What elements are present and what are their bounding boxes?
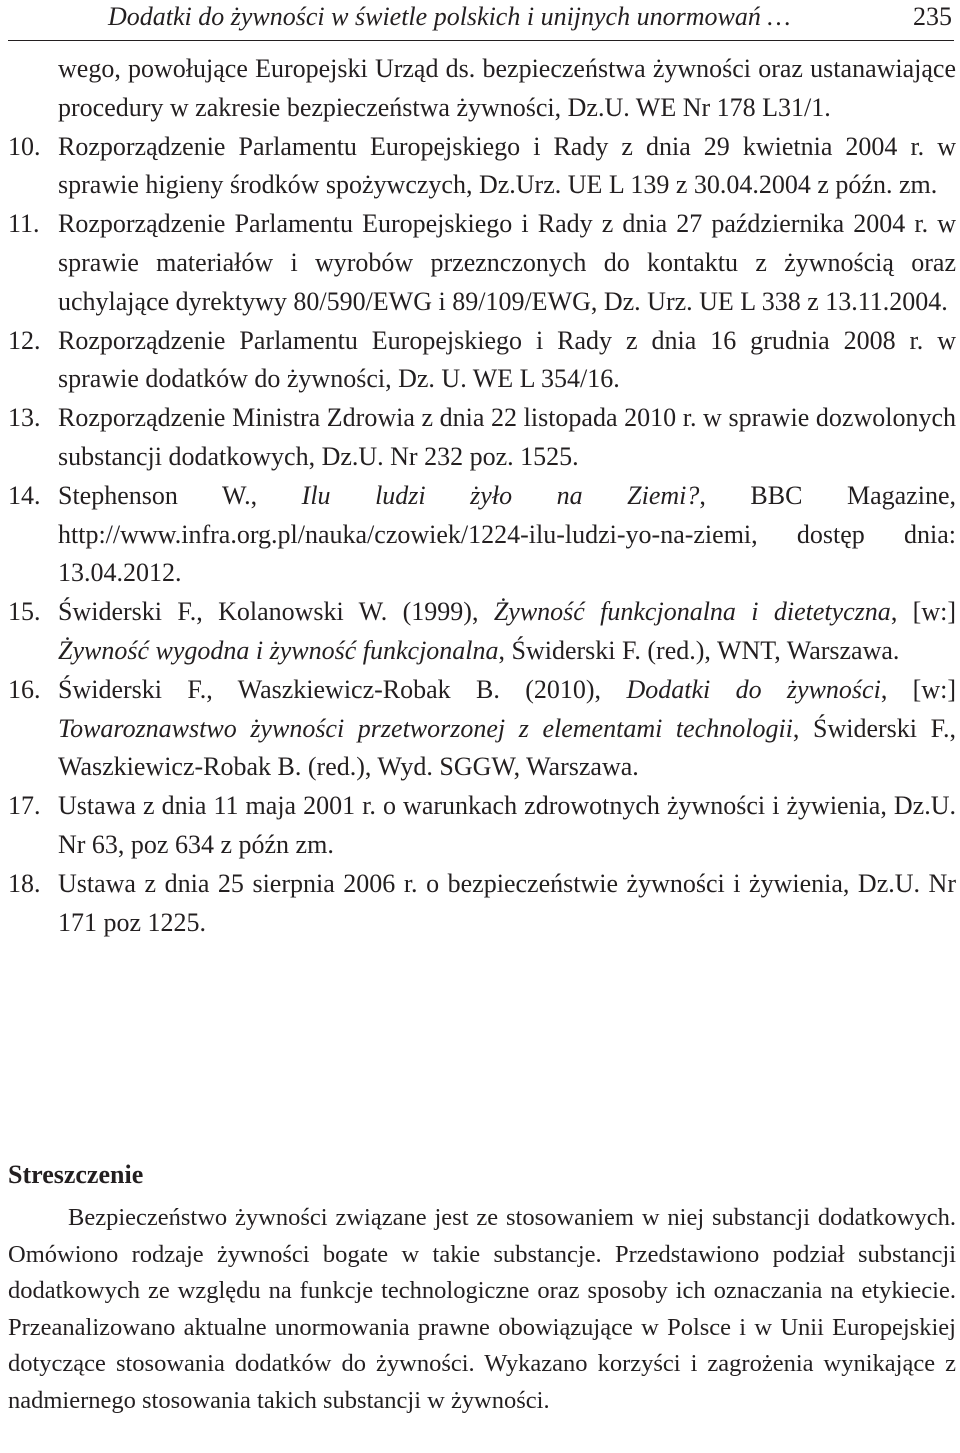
reference-item [8,128,956,206]
reference-connector: , [w:] [890,597,956,627]
reference-text: Rozporządzenie Parlamentu Europejskiego i Rady z dnia 27 października 2004 r. w sprawie materiałów i wyrobów przeznczonych do kontaktu z żywnością oraz uchylające dyrektywy 80/590/EWG i 89/109/EWG, Dz. Urz. UE L 338 z 13.11.2004. [58,209,956,316]
reference-author: Świderski F., Waszkiewicz-Robak B. (2010), [58,674,627,704]
reference-text: Ustawa z dnia 25 sierpnia 2006 r. o bezpieczeństwie żywności i żywienia, Dz.U. Nr 171 poz 1225. [58,868,956,937]
reference-title: Ilu ludzi żyło na Ziemi? [301,480,700,510]
reference-source: , Świderski F. (red.), WNT, Warszawa. [498,635,900,665]
reference-number: 10. [8,131,41,161]
reference-list [8,50,956,942]
reference-item [8,865,956,943]
reference-item [8,593,956,671]
reference-text: Rozporządzenie Ministra Zdrowia z dnia 22 listopada 2010 r. w sprawie dozwolonych substancji dodatkowych, Dz.U. Nr 232 poz. 1525. [58,403,956,471]
reference-connector: , [w:] [880,674,956,704]
reference-title: Dodatki do żywności [626,674,881,704]
reference-author: Świderski F., Kolanowski W. (1999), [58,597,494,627]
reference-number: 16. [8,674,41,704]
reference-book-title: Towaroznawstwo żywności przetworzonej z elementami technologii [58,713,793,743]
running-header [8,0,954,41]
reference-text: Rozporządzenie Parlamentu Europejskiego i Rady z dnia 16 grudnia 2008 r. w sprawie dodatków do żywności, Dz. U. WE L 354/16. [58,325,956,394]
reference-number: 12. [8,325,41,355]
reference-number: 13. [8,403,41,433]
reference-item [8,399,956,477]
running-title: Dodatki do żywności w świetle polskich i unijnych unormowań … [108,2,791,31]
reference-number: 17. [8,791,41,821]
reference-item [8,205,956,321]
reference-item [8,322,956,400]
reference-title: Żywność funkcjonalna i dietetyczna [493,597,891,627]
reference-item [8,50,956,128]
reference-number: 11. [8,209,40,239]
reference-text: Ustawa z dnia 11 maja 2001 r. o warunkach zdrowotnych żywności i żywienia, Dz.U. Nr 63, poz 634 z późn zm. [58,791,956,859]
reference-number: 15. [8,597,41,627]
reference-number: 18. [8,868,41,898]
reference-text: wego, powołujące Europejski Urząd ds. bezpieczeństwa żywności oraz ustanawiające procedury w zakresie bezpieczeństwa żywności, Dz.U. WE Nr 178 L31/1. [58,54,956,122]
page-number: 235 [913,2,952,31]
reference-text: Rozporządzenie Parlamentu Europejskiego i Rady z dnia 29 kwietnia 2004 r. w sprawie higieny środków spożywczych, Dz.Urz. UE L 139 z 30.04.2004 z późn. zm. [58,131,956,200]
reference-book-title: Żywność wygodna i żywność funkcjonalna [58,635,499,665]
reference-item [8,787,956,865]
reference-source: , BBC Magazine, http://www.infra.org.pl/nauka/czowiek/1224-ilu-ludzi-yo-na-ziemi, dostęp dnia: 13.04.2012. [58,480,956,588]
reference-item [8,477,956,593]
reference-author: Stephenson W., [58,480,302,510]
reference-source: , Świderski F., Waszkiewicz-Robak B. (red.), Wyd. SGGW, Warszawa. [58,713,956,782]
summary-heading: Streszczenie [8,1160,144,1189]
reference-number: 14. [8,480,41,510]
reference-item [8,671,956,787]
summary-body: Bezpieczeństwo żywności związane jest ze stosowaniem w niej substancji dodatkowych. Omówiono rodzaje żywności bogate w takie substancje. Przedstawiono podział substancji dodatkowych ze względu na funkcje technologiczne oraz sposoby ich oznaczania na etykiecie. Przeanalizowano aktualne unormowania prawne obowiązujące w Polsce i w Unii Europejskiej dotyczące stosowania dodatków do żywności. Wykazano korzyści i zagrożenia wynikające z nadmiernego stosowania takich substancji w żywności. [8,1204,956,1414]
